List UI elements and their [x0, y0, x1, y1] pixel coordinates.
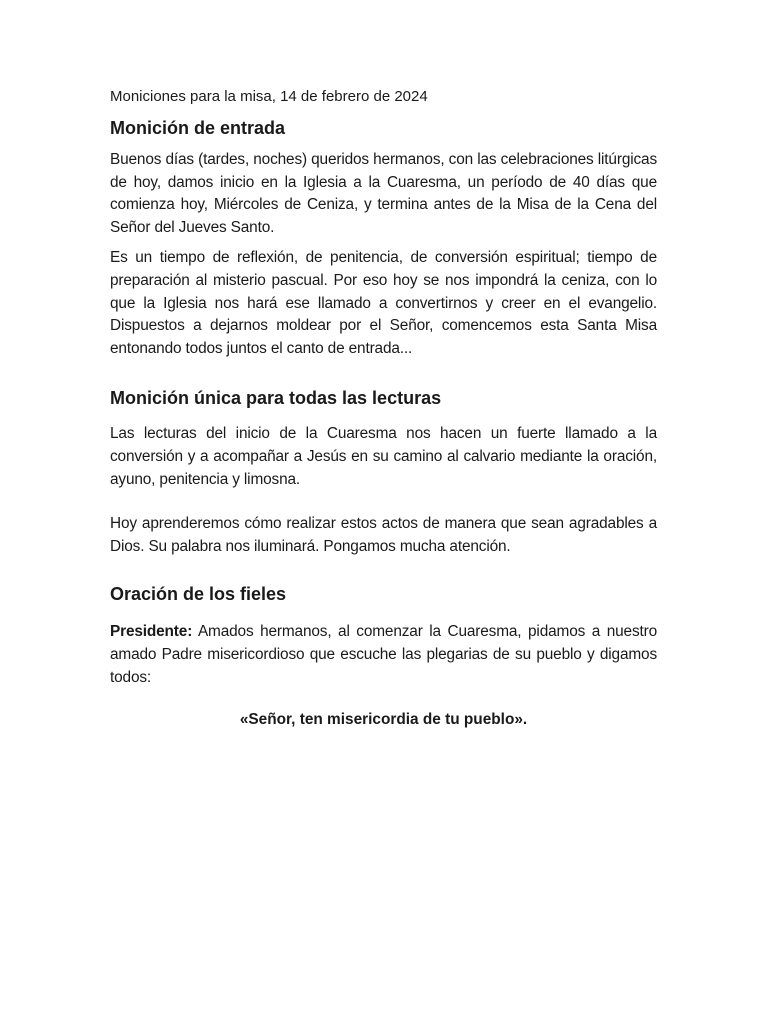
document-page [110, 86, 657, 731]
presidente-intro: Amados hermanos, al comenzar la Cuaresma, pidamos a nuestro amado Padre misericordioso que escuche las plegarias de su pueblo y digamos todos: [110, 623, 658, 686]
document-header: Moniciones para la misa, 14 de febrero de 2024 [110, 88, 428, 105]
paragraph-lecturas-2: Hoy aprenderemos cómo realizar estos actos de manera que sean agradables a Dios. Su palabra nos iluminará. Pongamos mucha atención. [110, 515, 657, 555]
section-title-entrada: Monición de entrada [110, 118, 286, 138]
paragraph-lecturas-1: Las lecturas del inicio de la Cuaresma nos hacen un fuerte llamado a la conversión y a acompañar a Jesús en su camino al calvario mediante la oración, ayuno, penitencia y limosna. [110, 425, 657, 488]
paragraph-entrada-1: Buenos días (tardes, noches) queridos hermanos, con las celebraciones litúrgicas de hoy, damos inicio en la Iglesia a la Cuaresma, un período de 40 días que comienza hoy, Miércoles de Ceniza, y termina antes de la Misa de la Cena del Señor del Jueves Santo. [110, 151, 657, 236]
paragraph-entrada-2: Es un tiempo de reflexión, de penitencia, de conversión espiritual; tiempo de preparación al misterio pascual. Por eso hoy se nos impondrá la ceniza, con lo que la Iglesia nos hará ese llamado a convertirnos y creer en el evangelio. Dispuestos a dejarnos moldear por el Señor, comencemos esta Santa Misa entonando todos juntos el canto de entrada... [110, 249, 657, 357]
section-title-fieles: Oración de los fieles [110, 584, 287, 605]
section-title-lecturas: Monición única para todas las lecturas [110, 388, 442, 409]
assembly-response: «Señor, ten misericordia de tu pueblo». [239, 711, 528, 729]
speaker-label: Presidente: [110, 623, 193, 641]
paragraph-presidente [110, 621, 657, 689]
